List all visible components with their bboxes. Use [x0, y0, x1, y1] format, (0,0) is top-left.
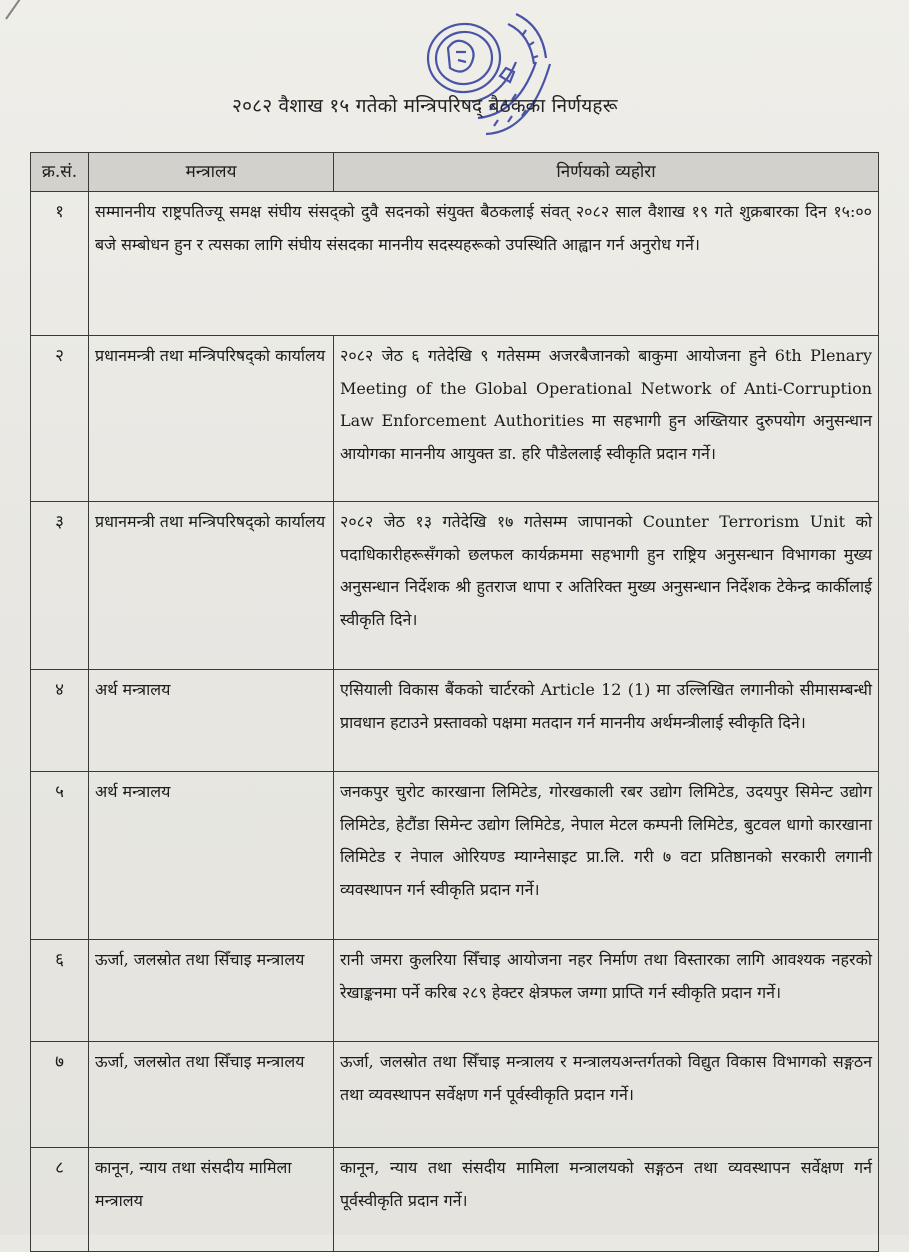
row-decision: ऊर्जा, जलस्रोत तथा सिँचाइ मन्त्रालय र मन्त्रालयअन्तर्गतको विद्युत विकास विभागको सङ्गठन तथा व्यवस्थापन सर्वेक्षण गर्न पूर्वस्वीकृति प्रदान गर्ने।	[334, 1042, 879, 1148]
table-row	[31, 336, 879, 502]
table-row	[31, 1042, 879, 1148]
table-row	[31, 940, 879, 1042]
row-serial-number: ६	[31, 940, 89, 1042]
row-serial-number: ४	[31, 670, 89, 772]
row-decision: २०८२ जेठ १३ गतेदेखि १७ गतेसम्म जापानको Counter Terrorism Unit को पदाधिकारीहरूसँगको छलफल कार्यक्रममा सहभागी हुन राष्ट्रिय अनुसन्धान विभागका मुख्य अनुसन्धान निर्देशक श्री हुतराज थापा र अतिरिक्त मुख्य अनुसन्धान निर्देशक टेकेन्द्र कार्कीलाई स्वीकृति दिने।	[334, 502, 879, 670]
row-serial-number: १	[31, 192, 89, 336]
table-row	[31, 772, 879, 940]
table-row	[31, 670, 879, 772]
table-row	[31, 1148, 879, 1252]
table-header	[31, 153, 879, 192]
row-serial-number: २	[31, 336, 89, 502]
row-ministry: अर्थ मन्त्रालय	[89, 670, 334, 772]
cabinet-decisions-table	[30, 152, 879, 1252]
table-row	[31, 192, 879, 336]
row-ministry: अर्थ मन्त्रालय	[89, 772, 334, 940]
row-decision: रानी जमरा कुलरिया सिँचाइ आयोजना नहर निर्माण तथा विस्तारका लागि आवश्यक नहरको रेखाङ्कनमा पर्ने करिब २८९ हेक्टर क्षेत्रफल जग्गा प्राप्ति गर्न स्वीकृति प्रदान गर्ने।	[334, 940, 879, 1042]
pen-mark	[5, 0, 30, 20]
row-decision: जनकपुर चुरोट कारखाना लिमिटेड, गोरखकाली रबर उद्योग लिमिटेड, उदयपुर सिमेन्ट उद्योग लिमिटेड, हेटौंडा सिमेन्ट उद्योग लिमिटेड, नेपाल मेटल कम्पनी लिमिटेड, बुटवल धागो कारखाना लिमिटेड र नेपाल ओरियण्ड म्याग्नेसाइट प्रा.लि. गरी ७ वटा प्रतिष्ठानको सरकारी लगानी व्यवस्थापन गर्न स्वीकृति प्रदान गर्ने।	[334, 772, 879, 940]
row-ministry: कानून, न्याय तथा संसदीय मामिला मन्त्रालय	[89, 1148, 334, 1252]
table-header-row	[31, 153, 879, 192]
row-ministry: प्रधानमन्त्री तथा मन्त्रिपरिषद्को कार्यालय	[89, 336, 334, 502]
row-decision: २०८२ जेठ ६ गतेदेखि ९ गतेसम्म अजरबैजानको बाकुमा आयोजना हुने 6th Plenary Meeting of the Global Operational Network of Anti-Corruption Law Enforcement Authorities मा सहभागी हुन अख्तियार दुरुपयोग अनुसन्धान आयोगका माननीय आयुक्त डा. हरि पौडेललाई स्वीकृति प्रदान गर्ने।	[334, 336, 879, 502]
header-serial-number: क्र.सं.	[31, 153, 89, 192]
row-ministry: प्रधानमन्त्री तथा मन्त्रिपरिषद्को कार्यालय	[89, 502, 334, 670]
document-title: २०८२ वैशाख १५ गतेको मन्त्रिपरिषद् बैठकका निर्णयहरू	[232, 95, 618, 117]
row-ministry: ऊर्जा, जलस्रोत तथा सिँचाइ मन्त्रालय	[89, 940, 334, 1042]
row-serial-number: ७	[31, 1042, 89, 1148]
row-serial-number: ८	[31, 1148, 89, 1252]
row-decision: कानून, न्याय तथा संसदीय मामिला मन्त्रालयको सङ्गठन तथा व्यवस्थापन सर्वेक्षण गर्न पूर्वस्वीकृति प्रदान गर्ने।	[334, 1148, 879, 1252]
row-serial-number: ३	[31, 502, 89, 670]
row-serial-number: ५	[31, 772, 89, 940]
government-seal-stamp	[412, 6, 562, 146]
row-decision-full: सम्माननीय राष्ट्रपतिज्यू समक्ष संघीय संसद्को दुवै सदनको संयुक्त बैठकलाई संवत् २०८२ साल वैशाख १९ गते शुक्रबारका दिन १५:०० बजे सम्बोधन हुन र त्यसका लागि संघीय संसदका माननीय सदस्यहरूको उपस्थिति आह्वान गर्न अनुरोध गर्ने।	[89, 192, 879, 336]
header-ministry: मन्त्रालय	[89, 153, 334, 192]
row-ministry: ऊर्जा, जलस्रोत तथा सिँचाइ मन्त्रालय	[89, 1042, 334, 1148]
table-row	[31, 502, 879, 670]
row-decision: एसियाली विकास बैंकको चार्टरको Article 12 (1) मा उल्लिखित लगानीको सीमासम्बन्धी प्रावधान हटाउने प्रस्तावको पक्षमा मतदान गर्न माननीय अर्थमन्त्रीलाई स्वीकृति दिने।	[334, 670, 879, 772]
table-body	[31, 192, 879, 1252]
header-decision: निर्णयको व्यहोरा	[334, 153, 879, 192]
